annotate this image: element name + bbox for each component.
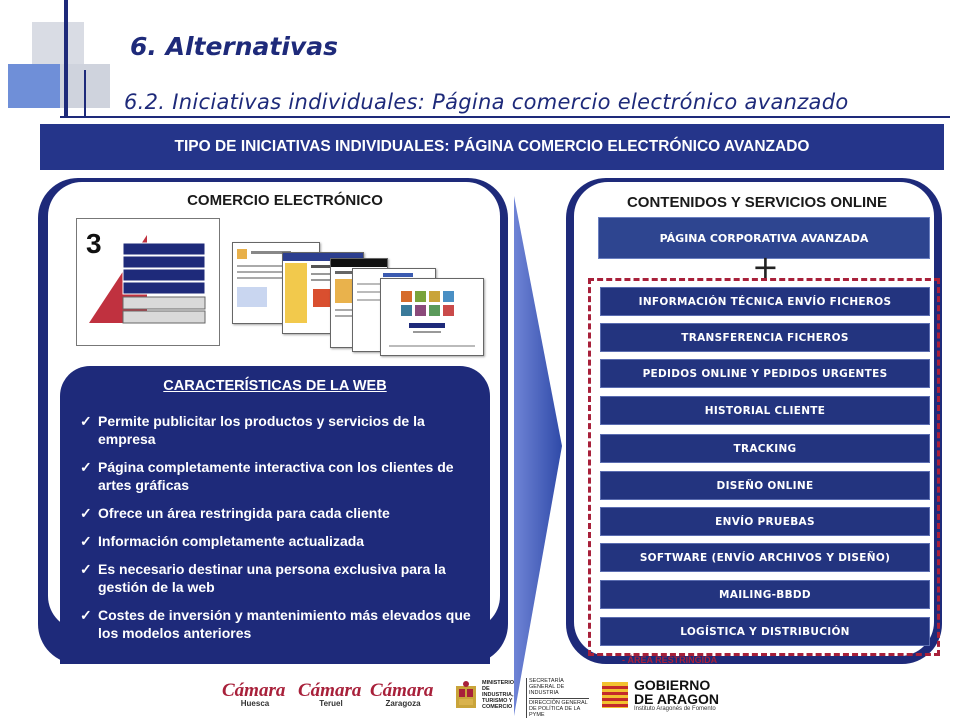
corner-line	[84, 70, 86, 116]
gobierno-line1: GOBIERNO	[634, 677, 711, 693]
header-rule	[60, 116, 950, 118]
feature-item	[80, 458, 476, 494]
restricted-area-label: - ÁREA RESTRINGIDA	[622, 655, 718, 665]
camara-zaragoza-logo	[370, 680, 436, 708]
website-thumbnail	[380, 278, 484, 356]
service-item: DISEÑO ONLINE	[600, 471, 930, 500]
ministry-logo	[452, 678, 588, 718]
corner-decoration	[8, 64, 60, 108]
gobierno-line3: Instituto Aragonés de Fomento	[634, 706, 716, 712]
service-item: ENVÍO PRUEBAS	[600, 507, 930, 536]
camara-city: Zaragoza	[385, 699, 421, 708]
corner-decoration	[32, 22, 84, 66]
feature-text: Es necesario destinar una persona exclusiva para la gestión de la web	[98, 561, 446, 595]
chevron-arrow-icon	[512, 196, 564, 716]
service-item: INFORMACIÓN TÉCNICA ENVÍO FICHEROS	[600, 287, 930, 316]
feature-text: Información completamente actualizada	[98, 533, 365, 549]
feature-item	[80, 532, 476, 550]
checkmark-icon: ✓	[80, 561, 92, 577]
camara-logo-text: Cámara	[222, 680, 286, 701]
feature-text: Ofrece un área restringida para cada cliente	[98, 505, 390, 521]
features-list	[80, 412, 476, 652]
checkmark-icon: ✓	[80, 505, 92, 521]
camara-city: Huesca	[240, 699, 270, 708]
service-item: SOFTWARE (ENVÍO ARCHIVOS Y DISEÑO)	[600, 543, 930, 572]
features-title: CARACTERÍSTICAS DE LA WEB	[163, 378, 387, 394]
pyramid-level-number: 3	[86, 228, 102, 259]
ministry-secretariat: SECRETARÍA GENERAL DE INDUSTRIA	[529, 678, 565, 696]
checkmark-icon: ✓	[80, 607, 92, 623]
ecommerce-header: COMERCIO ELECTRÓNICO	[187, 192, 383, 209]
camara-teruel-logo	[298, 680, 364, 708]
title-banner: TIPO DE INICIATIVAS INDIVIDUALES: PÁGINA COMERCIO ELECTRÓNICO AVANZADO	[40, 124, 944, 170]
checkmark-icon: ✓	[80, 533, 92, 549]
slide-subtitle: 6.2. Iniciativas individuales: Página comercio electrónico avanzado	[124, 90, 849, 114]
section-title: 6. Alternativas	[130, 32, 338, 61]
plus-sign: +	[752, 248, 779, 286]
service-item: MAILING-BBDD	[600, 580, 930, 609]
coat-of-arms-icon	[452, 680, 480, 710]
feature-item	[80, 606, 476, 642]
service-item: HISTORIAL CLIENTE	[600, 396, 930, 425]
ministry-name: MINISTERIO DE INDUSTRIA, TURISMO Y COMERCIO	[482, 680, 515, 710]
online-services-header: CONTENIDOS Y SERVICIOS ONLINE	[626, 194, 888, 211]
feature-text: Página completamente interactiva con los clientes de artes gráficas	[98, 459, 454, 493]
camara-huesca-logo	[222, 680, 288, 708]
corner-line	[64, 0, 68, 118]
service-item: PEDIDOS ONLINE Y PEDIDOS URGENTES	[600, 359, 930, 388]
feature-text: Costes de inversión y mantenimiento más elevados que los modelos anteriores	[98, 607, 471, 641]
service-item: TRANSFERENCIA FICHEROS	[600, 323, 930, 352]
checkmark-icon: ✓	[80, 413, 92, 429]
ministry-directorate: DIRECCIÓN GENERAL DE POLÍTICA DE LA PYME	[529, 700, 588, 718]
service-item: LOGÍSTICA Y DISTRIBUCIÓN	[600, 617, 930, 646]
service-item: TRACKING	[600, 434, 930, 463]
feature-item	[80, 560, 476, 596]
corporate-page-box: PÁGINA CORPORATIVA AVANZADA	[598, 217, 930, 259]
checkmark-icon: ✓	[80, 459, 92, 475]
camara-logo-text: Cámara	[298, 680, 362, 701]
feature-item	[80, 504, 476, 522]
camara-logo-text: Cámara	[370, 680, 434, 701]
aragon-flag-icon	[600, 680, 630, 710]
camara-city: Teruel	[319, 699, 343, 708]
citation-press-logo-icon	[381, 279, 483, 355]
gobierno-line2: DE ARAGON	[634, 691, 720, 707]
gobierno-aragon-logo	[600, 678, 730, 714]
feature-text: Permite publicitar los productos y servicios de la empresa	[98, 413, 425, 447]
feature-item	[80, 412, 476, 448]
